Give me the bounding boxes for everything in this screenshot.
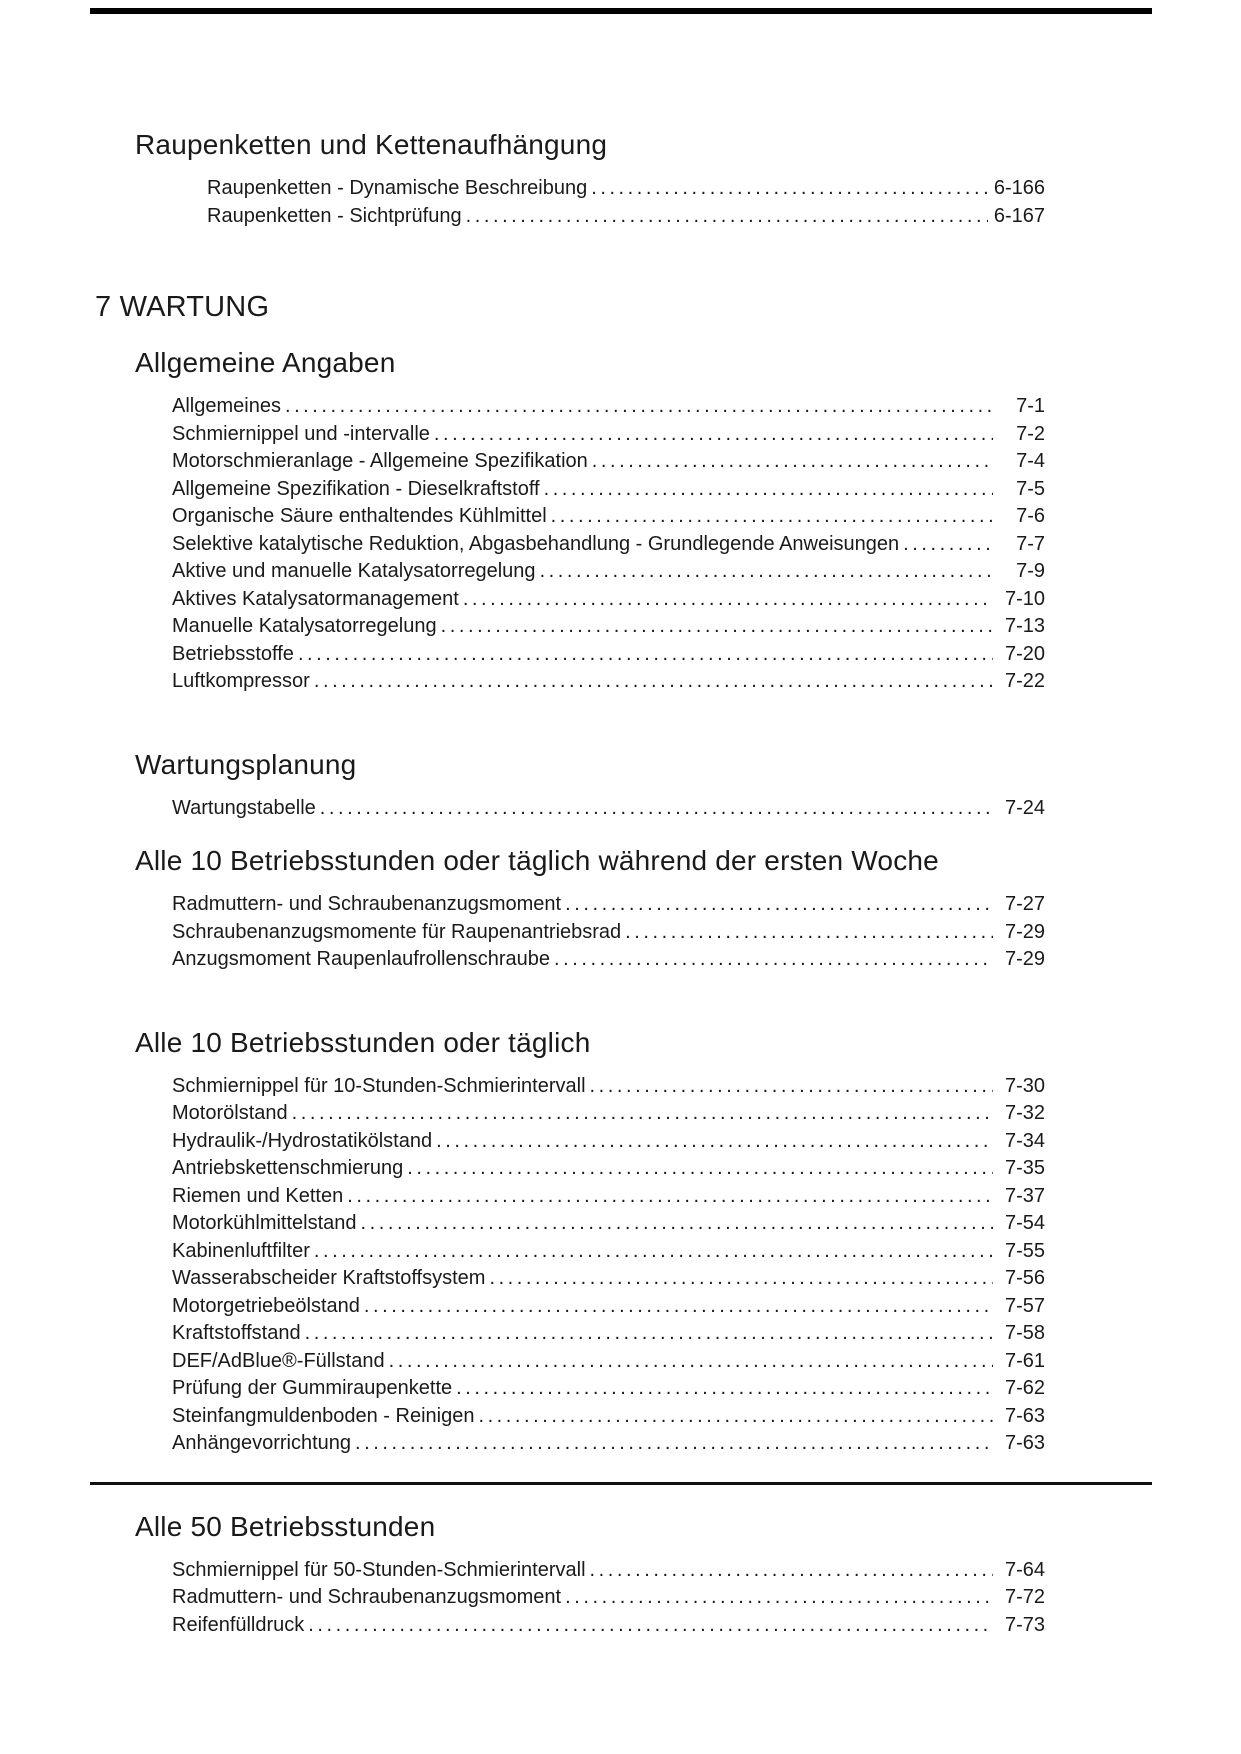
toc-entry — [172, 919, 1045, 947]
toc-entry-page-number: 7-22 — [1004, 670, 1045, 692]
toc-entry-page-number: 7-61 — [1004, 1349, 1045, 1372]
dot-leader — [565, 1584, 993, 1612]
bottom-rule — [90, 1482, 1152, 1485]
toc-entry — [172, 1073, 1045, 1101]
toc-entry — [172, 1210, 1045, 1238]
toc-entry-label: Selektive katalytische Reduktion, Abgasbehandlung - Grundlegende Anweisungen — [172, 532, 900, 555]
section-title: Alle 50 Betriebsstunden — [135, 1510, 436, 1542]
toc-entry-page-number: 7-2 — [1016, 422, 1045, 445]
toc-entry-label: Anzugsmoment Raupenlaufrollenschraube — [172, 948, 551, 970]
toc-entry-label: Aktives Katalysatormanagement — [172, 587, 459, 610]
dot-leader — [903, 531, 993, 559]
toc-entry-page-number: 7-29 — [1004, 948, 1045, 970]
toc-entry — [172, 1612, 1045, 1640]
dot-leader — [489, 1265, 993, 1293]
section-title: Wartungsplanung — [135, 748, 357, 780]
toc-entry-page-number: 7-10 — [1004, 587, 1045, 610]
toc-entry-page-number: 7-5 — [1016, 477, 1045, 500]
dot-leader — [407, 1155, 993, 1183]
dot-leader — [347, 1183, 993, 1211]
section-title: Raupenketten und Kettenaufhängung — [135, 129, 608, 160]
toc-entry — [172, 613, 1045, 641]
toc-entry-label: Kraftstoffstand — [172, 1322, 301, 1344]
toc-entry — [172, 891, 1045, 919]
toc-entry-page-number: 6-167 — [993, 204, 1045, 227]
toc-entry-label: Antriebskettenschmierung — [172, 1157, 404, 1179]
dot-leader — [551, 503, 993, 531]
toc-entry — [172, 586, 1045, 614]
toc-entry-label: Betriebsstoffe — [172, 642, 294, 665]
toc-entry — [172, 1348, 1045, 1376]
toc-entry-page-number: 7-63 — [1004, 1432, 1045, 1454]
toc-entry-page-number: 7-56 — [1004, 1267, 1045, 1289]
toc-entry-page-number: 7-4 — [1016, 450, 1045, 472]
toc-entry-page-number: 7-34 — [1004, 1129, 1045, 1152]
toc-entry — [207, 175, 1045, 203]
toc-entry-page-number: 7-9 — [1016, 560, 1045, 582]
dot-leader — [625, 919, 993, 947]
toc-entry-page-number: 7-54 — [1004, 1212, 1045, 1234]
toc-entry-label: Aktive und manuelle Katalysatorregelung — [172, 560, 536, 582]
toc-entry-label: Riemen und Ketten — [172, 1184, 344, 1207]
toc-entry — [172, 1183, 1045, 1211]
toc-entry-label: Prüfung der Gummiraupenkette — [172, 1377, 453, 1399]
toc-entry — [172, 1557, 1045, 1585]
toc-entry — [172, 393, 1045, 421]
toc-entry — [172, 641, 1045, 669]
toc-entry — [172, 448, 1045, 476]
dot-leader — [544, 476, 993, 504]
toc-entry — [172, 531, 1045, 559]
toc-entry — [172, 1320, 1045, 1348]
dot-leader — [466, 203, 988, 231]
toc-section — [95, 1026, 1045, 1458]
toc-entry — [172, 558, 1045, 586]
toc-entry — [172, 1375, 1045, 1403]
toc-entry — [172, 668, 1045, 696]
toc-entry-page-number: 7-55 — [1004, 1239, 1045, 1262]
top-rule — [90, 8, 1152, 14]
toc-entry-label: Motorkühlmittelstand — [172, 1212, 357, 1234]
toc-entry-page-number: 7-24 — [1004, 796, 1045, 819]
dot-leader — [478, 1403, 993, 1431]
toc-entry-label: Wartungstabelle — [172, 796, 316, 819]
toc-entry-label: Manuelle Katalysatorregelung — [172, 615, 437, 637]
toc-entry-page-number: 7-30 — [1004, 1074, 1045, 1097]
dot-leader — [554, 946, 993, 974]
toc-entry-page-number: 7-72 — [1004, 1586, 1045, 1608]
dot-leader — [441, 613, 993, 641]
toc-entry-page-number: 7-32 — [1004, 1102, 1045, 1124]
toc-entry-page-number: 7-29 — [1004, 920, 1045, 943]
dot-leader — [364, 1293, 993, 1321]
dot-leader — [355, 1430, 993, 1458]
toc-entry-page-number: 7-37 — [1004, 1184, 1045, 1207]
chapter-title: 7 WARTUNG — [95, 291, 270, 323]
dot-leader — [292, 1100, 993, 1128]
toc-section — [95, 748, 1045, 823]
toc-entry-page-number: 7-57 — [1004, 1294, 1045, 1317]
toc-entry — [172, 1155, 1045, 1183]
toc-entry-label: Hydraulik-/Hydrostatikölstand — [172, 1129, 433, 1152]
toc-entry — [172, 1584, 1045, 1612]
toc-entry-label: Steinfangmuldenboden - Reinigen — [172, 1404, 475, 1427]
toc-entry-page-number: 7-58 — [1004, 1322, 1045, 1344]
toc-entry-label: Schraubenanzugsmomente für Raupenantriebsrad — [172, 920, 622, 943]
dot-leader — [308, 1612, 993, 1640]
toc-entry — [172, 503, 1045, 531]
toc-entry-label: Luftkompressor — [172, 670, 310, 692]
section-title: Alle 10 Betriebsstunden oder täglich während der ersten Woche — [135, 845, 939, 876]
toc-entry-label: Schmiernippel für 50-Stunden-Schmierintervall — [172, 1558, 586, 1581]
toc-entry-label: Organische Säure enthaltendes Kühlmittel — [172, 505, 547, 527]
toc-entry-page-number: 7-35 — [1004, 1157, 1045, 1179]
dot-leader — [314, 1238, 993, 1266]
toc-entry-page-number: 7-27 — [1004, 893, 1045, 915]
toc-entry — [172, 1100, 1045, 1128]
section-title: Alle 10 Betriebsstunden oder täglich — [135, 1026, 591, 1058]
toc-entry-page-number: 7-64 — [1004, 1558, 1045, 1581]
dot-leader — [389, 1348, 993, 1376]
dot-leader — [361, 1210, 993, 1238]
dot-leader — [456, 1375, 993, 1403]
dot-leader — [565, 891, 993, 919]
toc-entry-label: Kabinenluftfilter — [172, 1239, 310, 1262]
toc-entry-label: Anhängevorrichtung — [172, 1432, 352, 1454]
dot-leader — [592, 448, 993, 476]
toc-entry-label: Raupenketten - Dynamische Beschreibung — [207, 177, 588, 199]
toc-entry-label: Wasserabscheider Kraftstoffsystem — [172, 1267, 486, 1289]
dot-leader — [434, 421, 993, 449]
dot-leader — [320, 795, 993, 823]
toc-entry — [172, 946, 1045, 974]
toc-entry — [172, 795, 1045, 823]
toc-entry-label: Radmuttern- und Schraubenanzugsmoment — [172, 1586, 562, 1608]
dot-leader — [590, 1557, 993, 1585]
toc-entry-page-number: 7-1 — [1016, 395, 1045, 417]
toc-entry-label: Allgemeine Spezifikation - Dieselkraftstoff — [172, 477, 540, 500]
toc-entry-page-number: 6-166 — [993, 177, 1045, 199]
section-title: Allgemeine Angaben — [135, 347, 396, 378]
toc-entry-label: Schmiernippel für 10-Stunden-Schmierintervall — [172, 1074, 586, 1097]
toc-section — [95, 128, 1045, 230]
toc-entry — [207, 203, 1045, 231]
toc-entry — [172, 1128, 1045, 1156]
dot-leader — [463, 586, 993, 614]
dot-leader — [590, 1073, 993, 1101]
toc-section — [95, 1510, 1045, 1640]
toc-entry-label: Radmuttern- und Schraubenanzugsmoment — [172, 893, 562, 915]
toc-entry — [172, 1265, 1045, 1293]
toc-entry-label: Motorölstand — [172, 1102, 288, 1124]
toc-entry-label: DEF/AdBlue®-Füllstand — [172, 1349, 385, 1372]
toc-section — [95, 290, 1045, 324]
toc-entry-label: Schmiernippel und -intervalle — [172, 422, 430, 445]
toc-entry-label: Allgemeines — [172, 395, 281, 417]
toc — [95, 128, 1045, 1639]
toc-entry — [172, 1430, 1045, 1458]
toc-entry-label: Motorgetriebeölstand — [172, 1294, 360, 1317]
toc-entry-page-number: 7-13 — [1004, 615, 1045, 637]
toc-entry-page-number: 7-63 — [1004, 1404, 1045, 1427]
dot-leader — [314, 668, 993, 696]
toc-section — [95, 346, 1045, 696]
toc-entry — [172, 476, 1045, 504]
toc-entry — [172, 1238, 1045, 1266]
dot-leader — [298, 641, 993, 669]
toc-entry — [172, 421, 1045, 449]
toc-entry-page-number: 7-6 — [1016, 505, 1045, 527]
toc-entry — [172, 1403, 1045, 1431]
toc-section — [95, 844, 1045, 974]
dot-leader — [540, 558, 993, 586]
toc-entry-label: Reifenfülldruck — [172, 1613, 305, 1636]
toc-entry — [172, 1293, 1045, 1321]
toc-entry-page-number: 7-73 — [1004, 1613, 1045, 1636]
toc-entry-label: Motorschmieranlage - Allgemeine Spezifikation — [172, 450, 588, 472]
dot-leader — [285, 393, 993, 421]
toc-entry-label: Raupenketten - Sichtprüfung — [207, 204, 462, 227]
toc-entry-page-number: 7-62 — [1004, 1377, 1045, 1399]
dot-leader — [436, 1128, 993, 1156]
toc-entry-page-number: 7-20 — [1004, 642, 1045, 665]
dot-leader — [591, 175, 988, 203]
dot-leader — [305, 1320, 993, 1348]
toc-entry-page-number: 7-7 — [1016, 532, 1045, 555]
